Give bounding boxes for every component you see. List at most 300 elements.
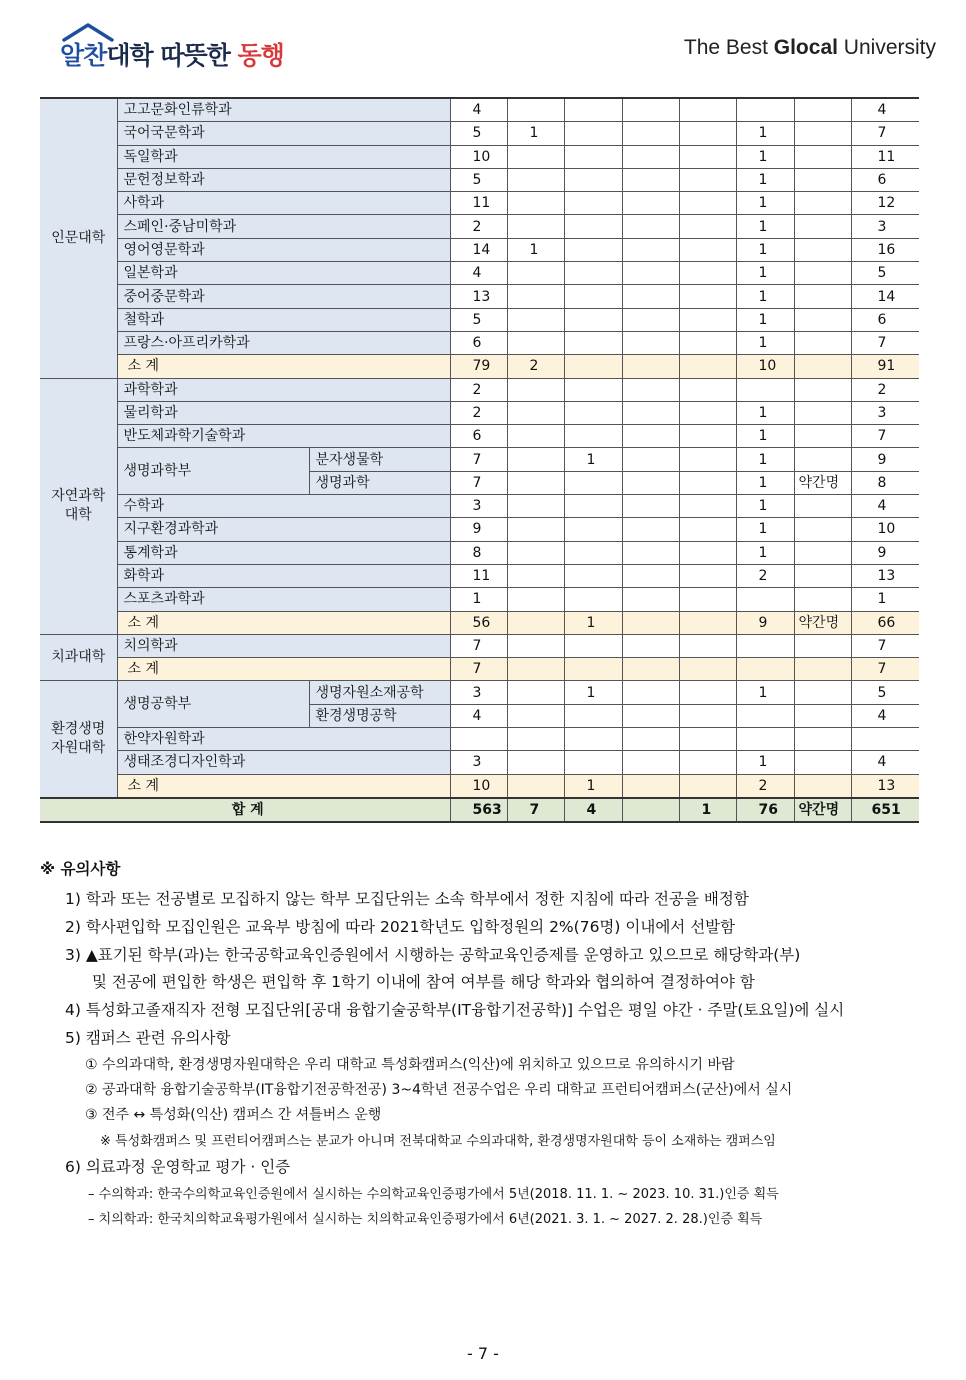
quota-cell: 1 bbox=[564, 774, 622, 798]
department-cell: 통계학과 bbox=[117, 541, 450, 564]
table-row bbox=[40, 215, 919, 238]
quota-cell bbox=[794, 658, 851, 681]
subtotal-label: 소 계 bbox=[117, 774, 450, 798]
quota-cell bbox=[679, 541, 736, 564]
table-row bbox=[40, 751, 919, 774]
quota-cell: 4 bbox=[450, 98, 507, 122]
table-row bbox=[40, 518, 919, 541]
quota-cell bbox=[622, 728, 679, 751]
quota-cell bbox=[564, 355, 622, 378]
quota-cell bbox=[679, 401, 736, 424]
total-cell: 1 bbox=[679, 798, 736, 822]
quota-cell bbox=[736, 378, 794, 401]
quota-cell bbox=[564, 145, 622, 168]
quota-cell: 1 bbox=[564, 448, 622, 471]
quota-cell bbox=[564, 122, 622, 145]
quota-cell bbox=[564, 192, 622, 215]
quota-cell bbox=[622, 378, 679, 401]
quota-cell bbox=[622, 238, 679, 261]
quota-cell: 4 bbox=[851, 751, 919, 774]
quota-cell: 2 bbox=[507, 355, 564, 378]
quota-cell: 1 bbox=[736, 215, 794, 238]
quota-cell: 9 bbox=[851, 448, 919, 471]
quota-cell bbox=[507, 168, 564, 191]
quota-cell bbox=[564, 495, 622, 518]
quota-cell bbox=[679, 98, 736, 122]
quota-cell: 1 bbox=[450, 588, 507, 611]
quota-cell bbox=[507, 774, 564, 798]
quota-cell bbox=[622, 611, 679, 634]
quota-cell bbox=[507, 704, 564, 727]
quota-cell bbox=[679, 238, 736, 261]
table-row bbox=[40, 425, 919, 448]
quota-cell bbox=[794, 308, 851, 331]
note-5-item-2: ② 공과대학 융합기술공학부(IT융합기전공학전공) 3~4학년 전공수업은 우리 대학교 프런티어캠퍼스(군산)에서 실시 bbox=[85, 1082, 793, 1098]
quota-cell: 3 bbox=[450, 681, 507, 704]
note-5: 5) 캠퍼스 관련 유의사항 bbox=[65, 1029, 231, 1047]
quota-cell: 7 bbox=[450, 634, 507, 657]
quota-cell: 1 bbox=[736, 751, 794, 774]
quota-cell: 1 bbox=[736, 238, 794, 261]
quota-cell bbox=[622, 192, 679, 215]
college-cell: 자연과학 대학 bbox=[40, 378, 117, 634]
college-cell: 인문대학 bbox=[40, 98, 117, 378]
quota-cell bbox=[622, 681, 679, 704]
quota-cell bbox=[507, 192, 564, 215]
quota-cell bbox=[507, 751, 564, 774]
quota-cell bbox=[507, 611, 564, 634]
quota-cell bbox=[679, 564, 736, 587]
quota-cell bbox=[507, 401, 564, 424]
quota-cell bbox=[679, 611, 736, 634]
logo-word-3: 동행 bbox=[237, 41, 284, 70]
quota-cell: 66 bbox=[851, 611, 919, 634]
quota-cell bbox=[507, 541, 564, 564]
quota-cell: 56 bbox=[450, 611, 507, 634]
department-cell: 과학학과 bbox=[117, 378, 450, 401]
quota-cell bbox=[679, 658, 736, 681]
quota-cell bbox=[564, 238, 622, 261]
quota-cell: 1 bbox=[507, 122, 564, 145]
quota-cell bbox=[794, 122, 851, 145]
quota-cell bbox=[794, 285, 851, 308]
quota-cell bbox=[794, 448, 851, 471]
table-row bbox=[40, 192, 919, 215]
quota-cell: 7 bbox=[450, 471, 507, 494]
department-cell: 고고문화인류학과 bbox=[117, 98, 450, 122]
quota-cell: 3 bbox=[851, 215, 919, 238]
quota-cell bbox=[564, 378, 622, 401]
department-cell: 지구환경과학과 bbox=[117, 518, 450, 541]
department-cell: 독일학과 bbox=[117, 145, 450, 168]
quota-cell: 1 bbox=[736, 518, 794, 541]
table-row bbox=[40, 658, 919, 681]
total-cell: 약간명 bbox=[794, 798, 851, 822]
quota-cell bbox=[794, 238, 851, 261]
quota-cell bbox=[622, 495, 679, 518]
table-row bbox=[40, 728, 919, 751]
quota-cell bbox=[679, 751, 736, 774]
quota-cell bbox=[622, 471, 679, 494]
table-row bbox=[40, 611, 919, 634]
quota-cell: 5 bbox=[450, 168, 507, 191]
quota-cell bbox=[622, 541, 679, 564]
quota-cell bbox=[794, 355, 851, 378]
quota-cell: 4 bbox=[450, 262, 507, 285]
quota-cell bbox=[794, 704, 851, 727]
department-cell: 영어영문학과 bbox=[117, 238, 450, 261]
quota-cell: 3 bbox=[450, 751, 507, 774]
quota-cell: 1 bbox=[736, 401, 794, 424]
quota-cell: 4 bbox=[851, 98, 919, 122]
quota-cell: 약간명 bbox=[794, 471, 851, 494]
quota-cell: 9 bbox=[450, 518, 507, 541]
quota-cell bbox=[622, 168, 679, 191]
quota-cell bbox=[622, 145, 679, 168]
major-cell: 생명과학 bbox=[309, 471, 450, 494]
quota-cell: 4 bbox=[450, 704, 507, 727]
quota-cell bbox=[679, 215, 736, 238]
total-label: 합 계 bbox=[40, 798, 450, 822]
department-cell: 화학과 bbox=[117, 564, 450, 587]
department-cell: 물리학과 bbox=[117, 401, 450, 424]
table-row bbox=[40, 122, 919, 145]
quota-cell bbox=[564, 588, 622, 611]
quota-cell bbox=[564, 308, 622, 331]
quota-cell: 2 bbox=[450, 401, 507, 424]
quota-cell bbox=[622, 564, 679, 587]
roof-icon bbox=[62, 22, 114, 42]
quota-cell bbox=[507, 588, 564, 611]
quota-cell: 10 bbox=[736, 355, 794, 378]
quota-cell: 1 bbox=[736, 145, 794, 168]
total-cell bbox=[622, 798, 679, 822]
logo-slogan bbox=[60, 42, 284, 70]
quota-cell bbox=[622, 401, 679, 424]
note-5-remark: ※ 특성화캠퍼스 및 프런티어캠퍼스는 분교가 아니며 전북대학교 수의과대학, 환경생명자원대학 등이 소재하는 캠퍼스임 bbox=[100, 1134, 776, 1149]
quota-cell: 7 bbox=[851, 331, 919, 354]
quota-cell bbox=[507, 262, 564, 285]
quota-cell bbox=[736, 704, 794, 727]
table-row bbox=[40, 401, 919, 424]
quota-cell bbox=[564, 704, 622, 727]
department-cell: 반도체과학기술학과 bbox=[117, 425, 450, 448]
quota-cell bbox=[564, 98, 622, 122]
quota-cell: 1 bbox=[564, 681, 622, 704]
department-cell: 스페인·중남미학과 bbox=[117, 215, 450, 238]
major-cell: 환경생명공학 bbox=[309, 704, 450, 727]
table-row bbox=[40, 168, 919, 191]
quota-cell bbox=[679, 495, 736, 518]
quota-cell bbox=[564, 471, 622, 494]
quota-cell: 5 bbox=[851, 681, 919, 704]
quota-cell: 16 bbox=[851, 238, 919, 261]
quota-cell bbox=[794, 425, 851, 448]
total-cell: 563 bbox=[450, 798, 507, 822]
quota-cell bbox=[622, 215, 679, 238]
quota-cell: 10 bbox=[450, 145, 507, 168]
quota-cell bbox=[564, 262, 622, 285]
quota-cell bbox=[564, 751, 622, 774]
quota-cell: 12 bbox=[851, 192, 919, 215]
quota-cell bbox=[794, 378, 851, 401]
quota-cell: 1 bbox=[736, 541, 794, 564]
quota-cell bbox=[507, 471, 564, 494]
quota-cell bbox=[564, 634, 622, 657]
quota-cell: 1 bbox=[736, 122, 794, 145]
quota-cell bbox=[794, 262, 851, 285]
quota-cell bbox=[622, 308, 679, 331]
department-cell: 철학과 bbox=[117, 308, 450, 331]
quota-cell: 7 bbox=[851, 634, 919, 657]
quota-cell bbox=[507, 448, 564, 471]
quota-cell bbox=[622, 658, 679, 681]
quota-cell bbox=[794, 518, 851, 541]
quota-cell bbox=[679, 331, 736, 354]
quota-cell bbox=[622, 751, 679, 774]
quota-cell: 2 bbox=[851, 378, 919, 401]
department-cell: 생명과학부 bbox=[117, 448, 309, 495]
quota-cell bbox=[736, 634, 794, 657]
quota-cell: 5 bbox=[450, 308, 507, 331]
quota-cell bbox=[736, 728, 794, 751]
quota-cell: 6 bbox=[450, 331, 507, 354]
quota-cell bbox=[622, 425, 679, 448]
total-row bbox=[40, 798, 919, 822]
quota-cell: 11 bbox=[450, 192, 507, 215]
department-cell: 스포츠과학과 bbox=[117, 588, 450, 611]
quota-cell: 1 bbox=[736, 285, 794, 308]
quota-cell: 1 bbox=[736, 495, 794, 518]
quota-cell: 10 bbox=[450, 774, 507, 798]
quota-cell bbox=[622, 704, 679, 727]
quota-cell bbox=[564, 331, 622, 354]
subtotal-label: 소 계 bbox=[117, 355, 450, 378]
table-row bbox=[40, 238, 919, 261]
department-cell: 생태조경디자인학과 bbox=[117, 751, 450, 774]
quota-cell bbox=[794, 588, 851, 611]
quota-cell bbox=[679, 192, 736, 215]
quota-cell bbox=[507, 285, 564, 308]
quota-cell: 7 bbox=[851, 658, 919, 681]
table-row bbox=[40, 564, 919, 587]
quota-cell bbox=[622, 518, 679, 541]
quota-cell bbox=[564, 425, 622, 448]
department-cell: 사학과 bbox=[117, 192, 450, 215]
quota-cell: 11 bbox=[450, 564, 507, 587]
quota-cell bbox=[507, 331, 564, 354]
quota-cell: 14 bbox=[450, 238, 507, 261]
department-cell: 치의학과 bbox=[117, 634, 450, 657]
tagline bbox=[684, 36, 936, 60]
note-2: 2) 학사편입학 모집인원은 교육부 방침에 따라 2021학년도 입학정원의 2%(76명) 이내에서 선발함 bbox=[65, 918, 736, 936]
note-5-item-3: ③ 전주 ↔ 특성화(익산) 캠퍼스 간 셔틀버스 운행 bbox=[85, 1107, 382, 1123]
page-number: - 7 - bbox=[467, 1344, 499, 1363]
quota-cell bbox=[679, 634, 736, 657]
major-cell: 분자생물학 bbox=[309, 448, 450, 471]
quota-cell bbox=[736, 98, 794, 122]
total-cell: 651 bbox=[851, 798, 919, 822]
quota-cell bbox=[679, 308, 736, 331]
quota-cell bbox=[679, 145, 736, 168]
quota-cell bbox=[794, 634, 851, 657]
total-cell: 4 bbox=[564, 798, 622, 822]
table-row bbox=[40, 634, 919, 657]
quota-cell bbox=[564, 518, 622, 541]
quota-cell: 4 bbox=[851, 704, 919, 727]
table-row bbox=[40, 681, 919, 704]
quota-cell: 1 bbox=[564, 611, 622, 634]
table-row bbox=[40, 98, 919, 122]
quota-cell: 2 bbox=[450, 378, 507, 401]
quota-cell bbox=[507, 518, 564, 541]
quota-cell bbox=[736, 658, 794, 681]
quota-cell bbox=[679, 774, 736, 798]
table-row bbox=[40, 355, 919, 378]
quota-cell bbox=[622, 262, 679, 285]
quota-cell: 11 bbox=[851, 145, 919, 168]
note-6: 6) 의료과정 운영학교 평가 · 인증 bbox=[65, 1158, 291, 1176]
quota-cell bbox=[679, 518, 736, 541]
quota-cell bbox=[679, 378, 736, 401]
quota-cell bbox=[507, 728, 564, 751]
college-cell: 치과대학 bbox=[40, 634, 117, 681]
quota-cell bbox=[450, 728, 507, 751]
table-row bbox=[40, 378, 919, 401]
table-row bbox=[40, 262, 919, 285]
quota-cell: 1 bbox=[736, 681, 794, 704]
quota-cell bbox=[507, 495, 564, 518]
quota-cell: 1 bbox=[736, 425, 794, 448]
tagline-post: University bbox=[837, 36, 936, 59]
note-4: 4) 특성화고졸재직자 전형 모집단위[공대 융합기술공학부(IT융합기전공학)] 수업은 평일 야간 · 주말(토요일)에 실시 bbox=[65, 1001, 845, 1019]
department-cell: 일본학과 bbox=[117, 262, 450, 285]
page-header bbox=[0, 0, 966, 80]
total-cell: 7 bbox=[507, 798, 564, 822]
quota-cell bbox=[679, 588, 736, 611]
table-row bbox=[40, 495, 919, 518]
quota-cell: 5 bbox=[450, 122, 507, 145]
quota-cell: 13 bbox=[851, 564, 919, 587]
quota-cell: 1 bbox=[736, 168, 794, 191]
table-row bbox=[40, 588, 919, 611]
quota-cell bbox=[564, 285, 622, 308]
quota-cell: 7 bbox=[450, 448, 507, 471]
quota-cell bbox=[794, 681, 851, 704]
quota-cell bbox=[564, 541, 622, 564]
quota-cell bbox=[794, 215, 851, 238]
quota-cell: 6 bbox=[851, 168, 919, 191]
quota-cell: 1 bbox=[736, 471, 794, 494]
department-cell: 프랑스·아프리카학과 bbox=[117, 331, 450, 354]
admission-quota-table bbox=[40, 97, 919, 823]
table-row bbox=[40, 285, 919, 308]
quota-cell: 약간명 bbox=[794, 611, 851, 634]
quota-cell bbox=[679, 425, 736, 448]
table-row bbox=[40, 448, 919, 471]
quota-cell: 1 bbox=[736, 331, 794, 354]
table-row bbox=[40, 308, 919, 331]
subtotal-label: 소 계 bbox=[117, 658, 450, 681]
quota-cell: 1 bbox=[507, 238, 564, 261]
quota-cell bbox=[679, 448, 736, 471]
quota-cell bbox=[564, 215, 622, 238]
quota-cell: 91 bbox=[851, 355, 919, 378]
department-cell: 수학과 bbox=[117, 495, 450, 518]
tagline-bold: Glocal bbox=[773, 36, 838, 59]
quota-cell: 1 bbox=[736, 192, 794, 215]
quota-cell bbox=[564, 728, 622, 751]
department-cell: 중어중문학과 bbox=[117, 285, 450, 308]
table-row bbox=[40, 145, 919, 168]
quota-cell: 4 bbox=[851, 495, 919, 518]
notes-title: ※ 유의사항 bbox=[40, 860, 121, 878]
note-5-item-1: ① 수의과대학, 환경생명자원대학은 우리 대학교 특성화캠퍼스(익산)에 위치하고 있으므로 유의하시기 바람 bbox=[85, 1057, 735, 1073]
quota-cell bbox=[736, 588, 794, 611]
quota-cell bbox=[794, 495, 851, 518]
quota-cell: 8 bbox=[851, 471, 919, 494]
quota-cell: 1 bbox=[736, 262, 794, 285]
quota-cell: 5 bbox=[851, 262, 919, 285]
quota-cell: 1 bbox=[851, 588, 919, 611]
note-1: 1) 학과 또는 전공별로 모집하지 않는 학부 모집단위는 소속 학부에서 정한 지침에 따라 전공을 배정함 bbox=[65, 890, 749, 908]
quota-cell: 1 bbox=[736, 308, 794, 331]
quota-cell bbox=[507, 98, 564, 122]
tagline-pre: The Best bbox=[683, 36, 774, 59]
quota-cell bbox=[794, 541, 851, 564]
quota-cell bbox=[507, 681, 564, 704]
quota-cell bbox=[679, 262, 736, 285]
quota-cell bbox=[679, 471, 736, 494]
department-cell: 국어국문학과 bbox=[117, 122, 450, 145]
quota-cell bbox=[679, 285, 736, 308]
quota-cell bbox=[507, 634, 564, 657]
table-row bbox=[40, 774, 919, 798]
quota-cell bbox=[794, 331, 851, 354]
quota-cell: 7 bbox=[851, 122, 919, 145]
note-6-vet: – 수의학과: 한국수의학교육인증원에서 실시하는 수의학교육인증평가에서 5년(2018. 11. 1. ~ 2023. 10. 31.)인증 획득 bbox=[88, 1187, 779, 1202]
quota-cell bbox=[507, 658, 564, 681]
logo-word-2: 대학 따뜻한 bbox=[106, 41, 238, 70]
quota-cell: 3 bbox=[450, 495, 507, 518]
department-cell: 생명공학부 bbox=[117, 681, 309, 728]
subtotal-label: 소 계 bbox=[117, 611, 450, 634]
quota-cell: 3 bbox=[851, 401, 919, 424]
quota-cell bbox=[679, 681, 736, 704]
quota-cell bbox=[794, 168, 851, 191]
note-6-dental: – 치의학과: 한국치의학교육평가원에서 실시하는 치의학교육인증평가에서 6년(2021. 3. 1. ~ 2027. 2. 28.)인증 획득 bbox=[88, 1212, 763, 1227]
quota-cell bbox=[622, 588, 679, 611]
quota-cell bbox=[679, 728, 736, 751]
total-cell: 76 bbox=[736, 798, 794, 822]
quota-cell: 2 bbox=[736, 774, 794, 798]
quota-cell: 2 bbox=[450, 215, 507, 238]
table-row bbox=[40, 541, 919, 564]
quota-cell: 10 bbox=[851, 518, 919, 541]
quota-cell bbox=[794, 728, 851, 751]
logo-word-1: 알찬 bbox=[60, 41, 107, 70]
quota-cell bbox=[794, 192, 851, 215]
quota-cell: 6 bbox=[450, 425, 507, 448]
quota-cell: 1 bbox=[736, 448, 794, 471]
quota-cell: 2 bbox=[736, 564, 794, 587]
quota-cell bbox=[679, 168, 736, 191]
note-3-cont: 및 전공에 편입한 학생은 편입학 후 1학기 이내에 참여 여부를 해당 학과와 협의하여 결정하여야 함 bbox=[92, 973, 755, 991]
quota-cell bbox=[622, 331, 679, 354]
quota-cell: 7 bbox=[851, 425, 919, 448]
quota-cell: 9 bbox=[851, 541, 919, 564]
quota-cell bbox=[679, 704, 736, 727]
